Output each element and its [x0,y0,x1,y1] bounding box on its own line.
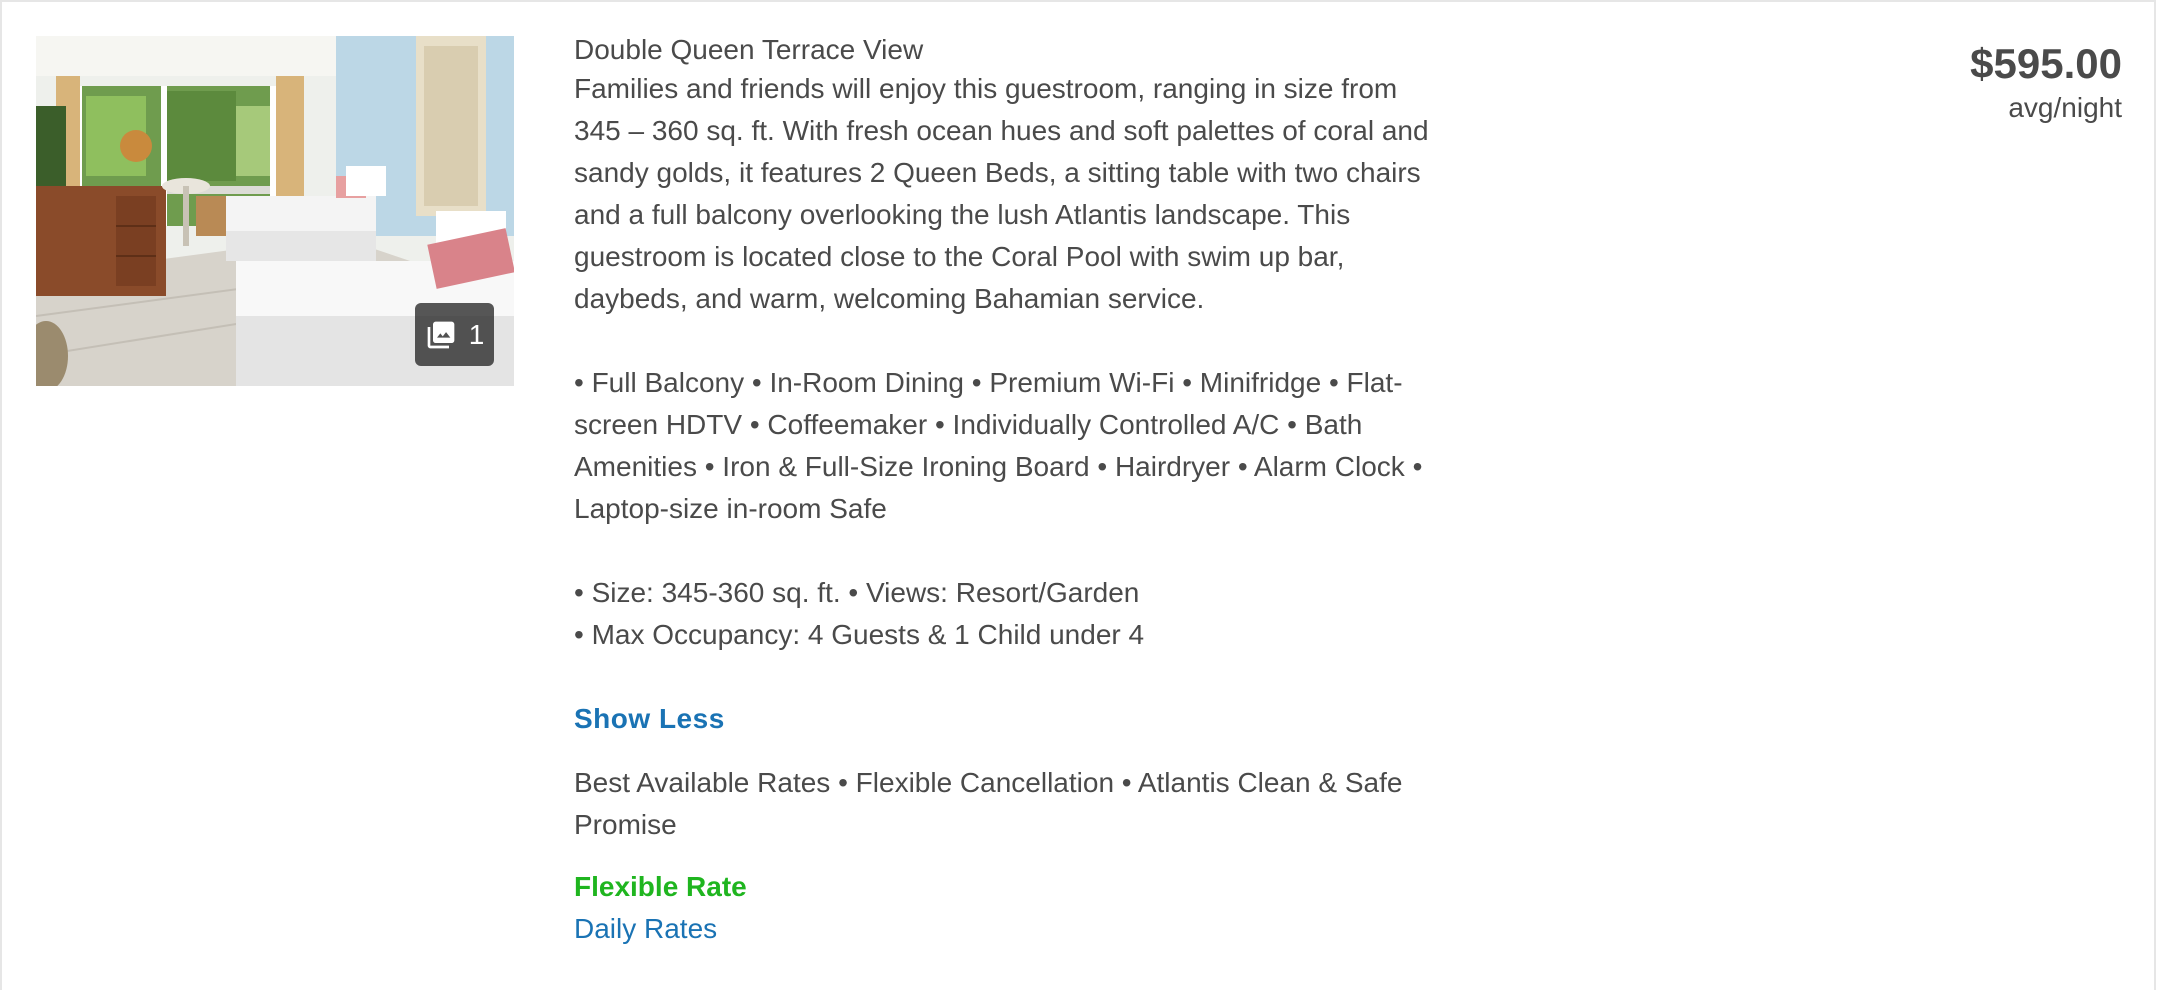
room-photo[interactable] [36,36,514,386]
price-unit: avg/night [2008,92,2122,123]
daily-rates-link[interactable]: Daily Rates [574,913,718,944]
room-amenities: • Full Balcony • In-Room Dining • Premium Wi-Fi • Minifridge • Flat-screen HDTV • Coffeemaker • Individually Controlled A/C • Bath Amenities • Iron & Full-Size Ironing Board • Hairdryer • Alarm Clock • Laptop-size in-room Safe [574,367,1423,524]
gallery-icon [425,319,457,351]
room-details [574,32,1434,950]
rate-benefits: Best Available Rates • Flexible Cancellation • Atlantis Clean & Safe Promise [574,767,1403,840]
photo-count: 1 [468,318,485,350]
photo-gallery-button[interactable] [415,303,494,366]
room-description: Families and friends will enjoy this guestroom, ranging in size from 345 – 360 sq. ft. With fresh ocean hues and soft palettes of coral and sandy golds, it features 2 Queen Beds, a sitting table with two chairs and a full balcony overlooking the lush Atlantis landscape. This guestroom is located close to the Coral Pool with swim up bar, daybeds, and warm, welcoming Bahamian service. [574,73,1429,314]
rate-name: Flexible Rate [574,871,747,902]
price-amount: $595.00 [1970,40,2122,87]
room-occupancy: • Max Occupancy: 4 Guests & 1 Child under 4 [574,619,1145,650]
room-title: Double Queen Terrace View [574,34,924,65]
price-block [1970,40,2122,126]
room-size-views: • Size: 345-360 sq. ft. • Views: Resort/Garden [574,577,1140,608]
show-less-link[interactable]: Show Less [574,703,725,734]
